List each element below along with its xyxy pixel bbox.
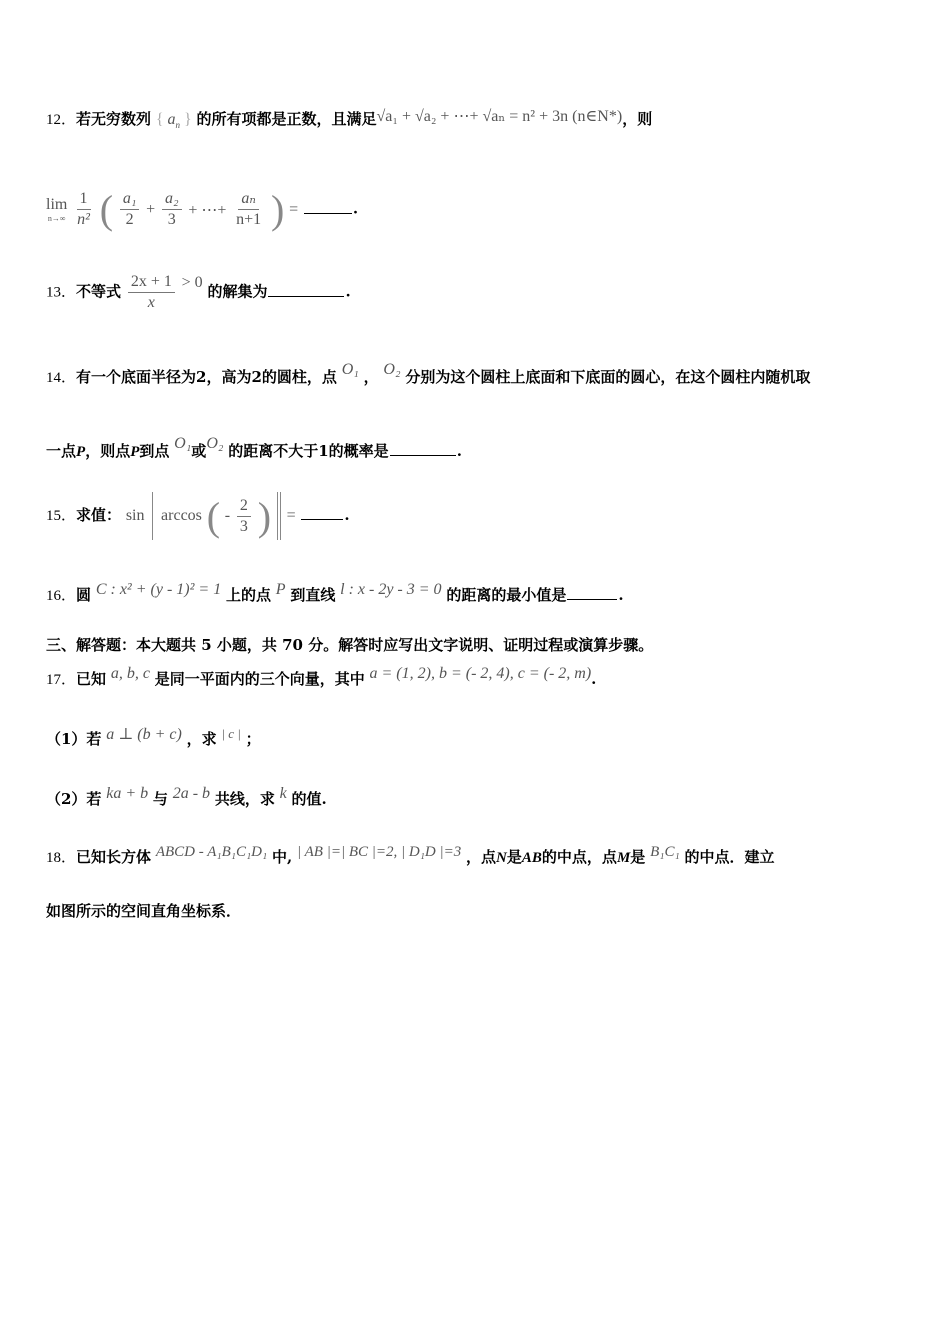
q14-number: 14． <box>46 370 77 386</box>
q12-number: 12． <box>46 112 77 128</box>
q12-limit-expression: lim n→∞ $\frac{1}{\text{n²}}$ ( $\frac{\text{a₁}}{2}$ + $\frac{\text{a₂}}{3}$ + ⋯+ $\frac{\text{aₙ}}{n+1}$ ) = . <box>46 187 359 232</box>
answer-blank <box>567 598 617 600</box>
q18-line1: 18．已知长方体 ABCD - A₁B₁C₁D₁ 中, | AB |=| BC |=2, | D₁D |=3 ，点N是AB的中点，点M是 B₁C₁ 的中点．建立 <box>46 843 775 866</box>
section-heading: 三、解答题：本大题共 5 小题，共 70 分。解答时应写出文字说明、证明过程或演算步骤。 <box>46 636 654 654</box>
answer-blank <box>268 295 344 297</box>
answer-blank <box>390 454 456 456</box>
answer-blank <box>301 518 343 520</box>
q15-number: 15． <box>46 508 77 524</box>
answer-blank <box>304 212 352 214</box>
q18-number: 18． <box>46 850 77 866</box>
q16-number: 16． <box>46 588 77 604</box>
q13-number: 13． <box>46 284 77 301</box>
q14-line2: 一点P，则点P到点 O₁或O₂ 的距离不大于1的概率是 . <box>46 435 462 460</box>
q16-line: 16．圆 C : x² + (y - 1)² = 1 上的点 P 到直线 l : x - 2y - 3 = 0 的距离的最小值是 . <box>46 581 624 604</box>
q13-line: 13．不等式 $\frac{2x + 1}{x}$ > 0 的解集为 . <box>46 273 351 311</box>
q17-part2: （2）若 ka + b 与 2a - b 共线，求 k 的值. <box>46 785 327 808</box>
q15-line: 15．求值： sin arccos ( - $\frac{2}{3}$ ) = . <box>46 493 350 539</box>
q17-line: 17．已知 a, b, c 是同一平面内的三个向量，其中 a = (1, 2), b = (- 2, 4), c = (- 2, m). <box>46 665 597 688</box>
q18-line2: 如图所示的空间直角坐标系． <box>46 902 242 920</box>
q17-part1: （1）若 a ⊥ (b + c) ，求 | c | ； <box>46 726 261 748</box>
q14-line1: 14．有一个底面半径为2，高为2的圆柱，点 O₁ ， O₂ 分别为这个圆柱上底面和下底面的圆心，在这个圆柱内随机取 <box>46 361 811 386</box>
q12-sequence: { $a_n$ } <box>155 110 192 130</box>
q12-line1: 12．若无穷数列 { $a_n$ } 的所有项都是正数，且满足√a₁ + √a₂ + ⋯+ √aₙ = n² + 3n (n∈N*)，则 <box>46 108 653 130</box>
q17-number: 17． <box>46 672 77 688</box>
q12-condition: √a₁ + √a₂ + ⋯+ √aₙ = n² + 3n (n∈N*) <box>376 108 623 125</box>
